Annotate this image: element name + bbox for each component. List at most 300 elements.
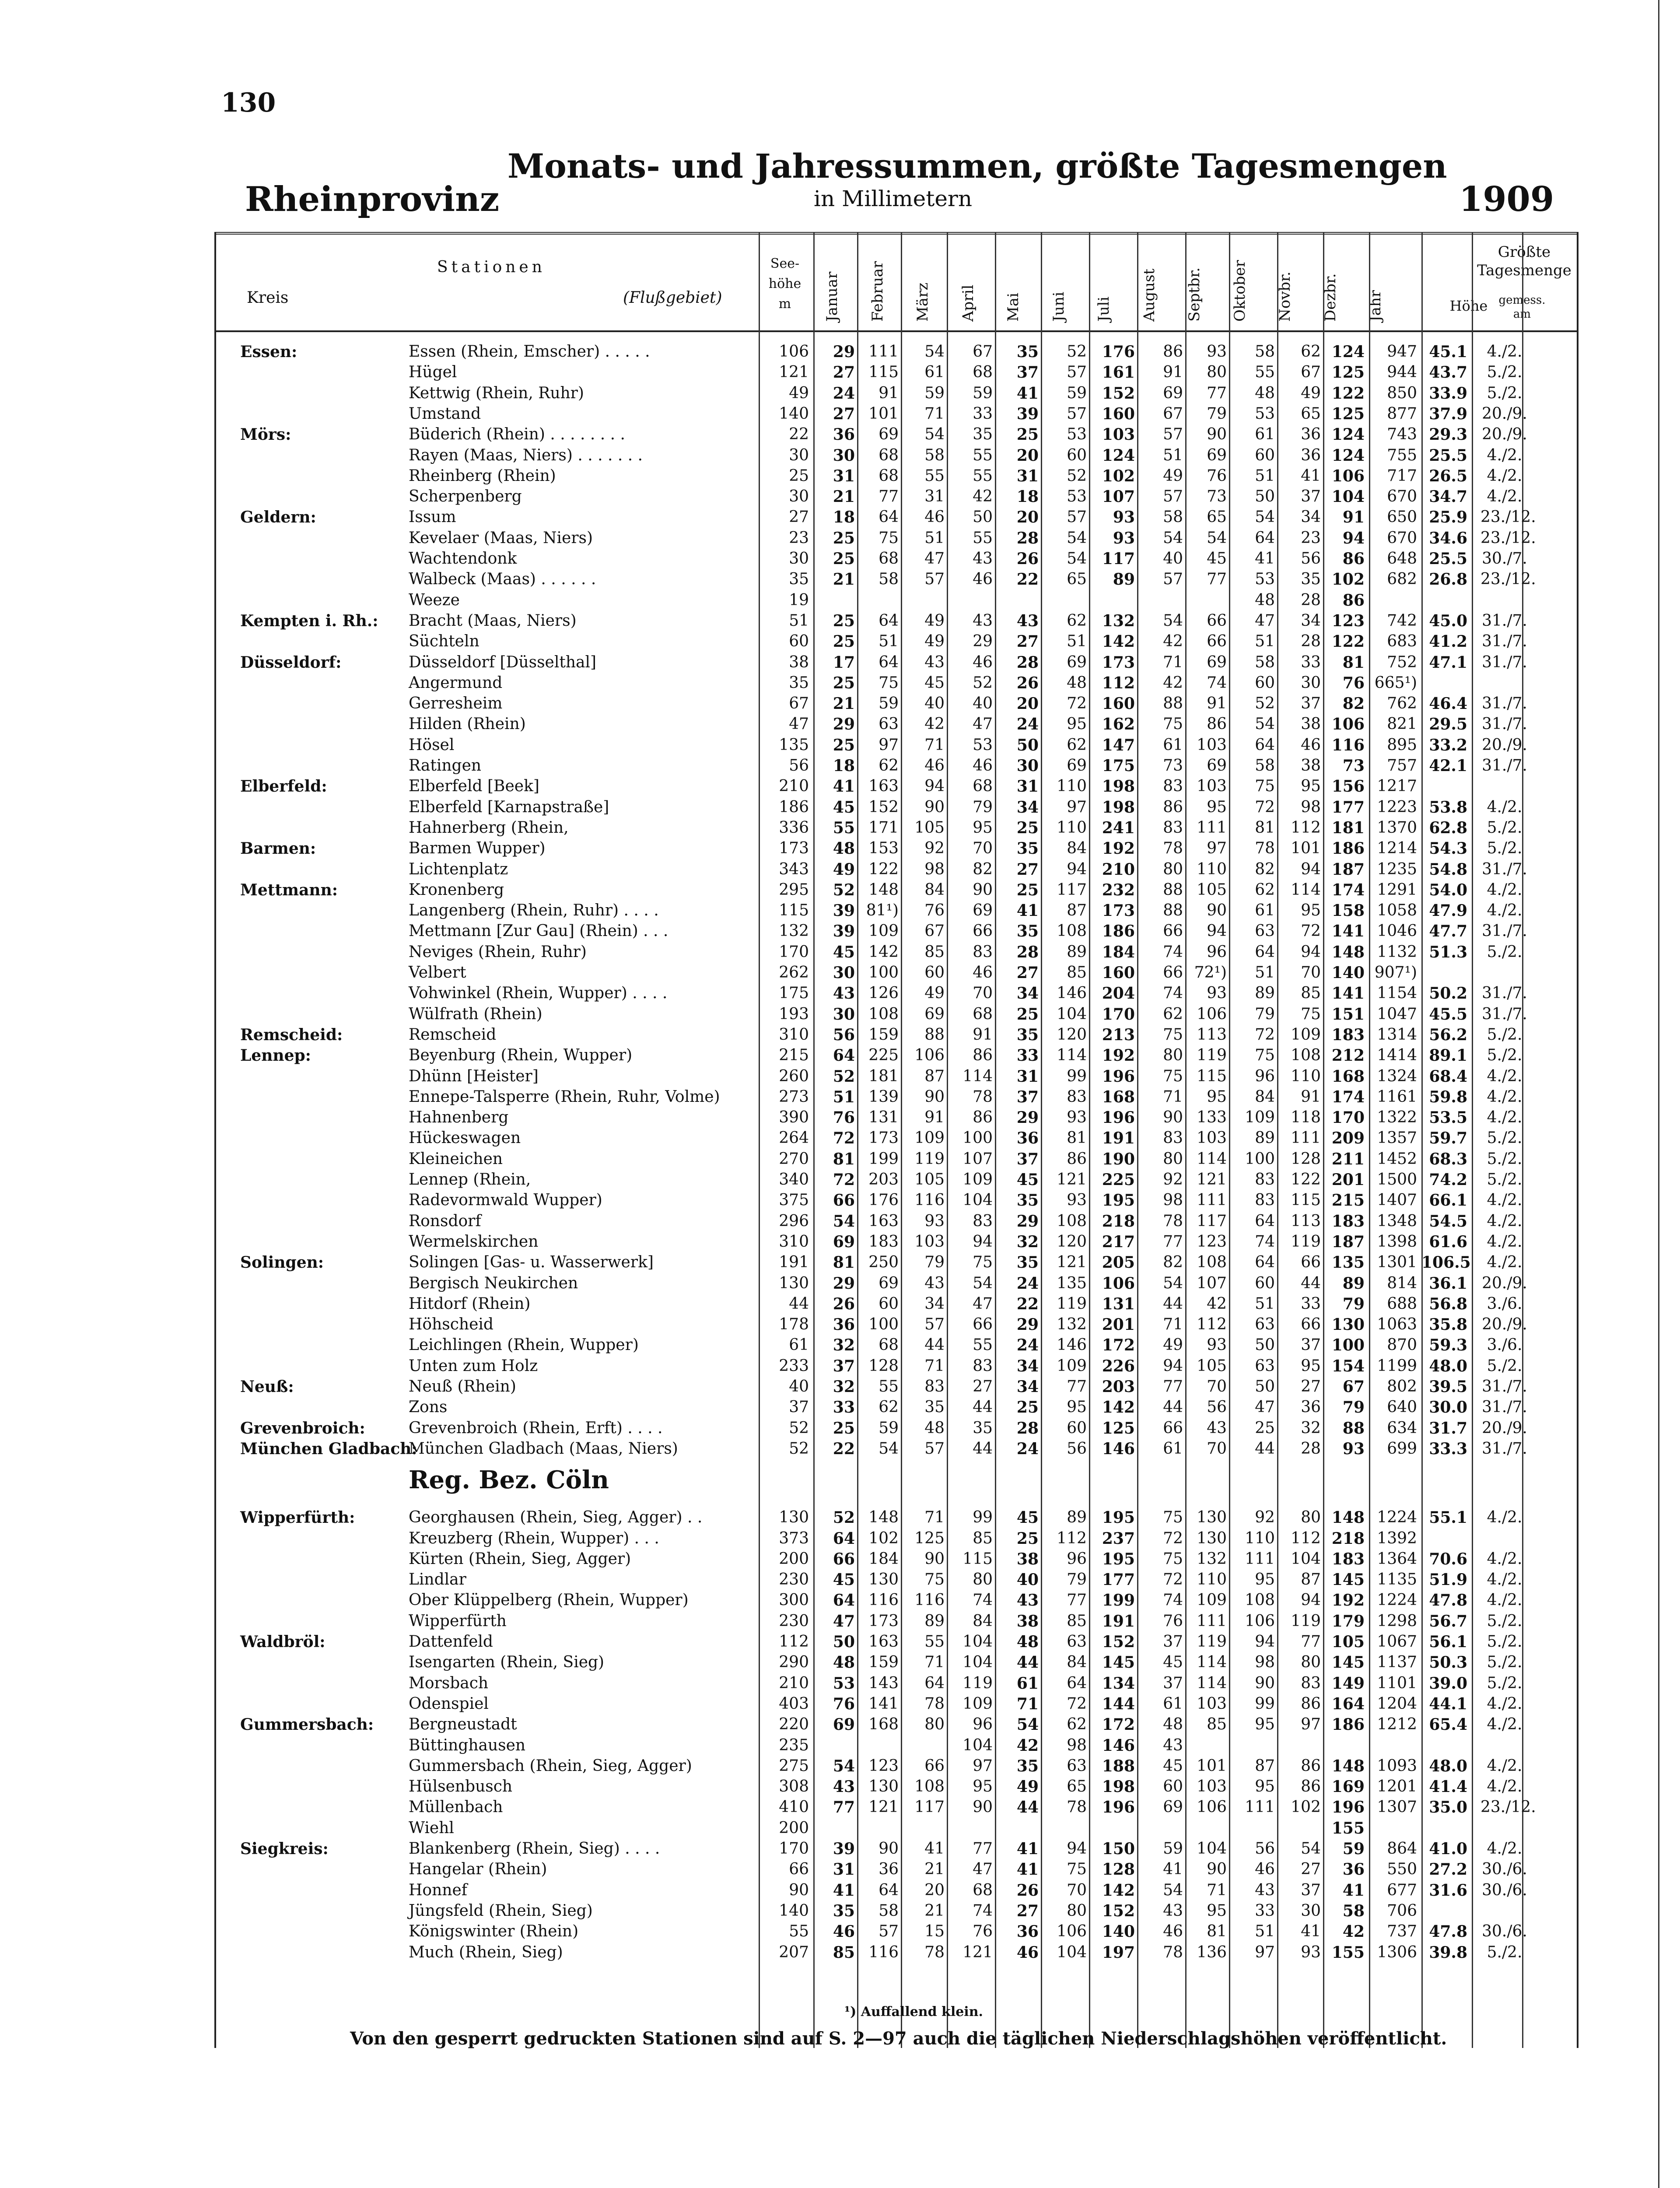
table-cell: 46 (1301, 736, 1321, 754)
table-cell: 27.2 (1429, 1860, 1467, 1879)
table-cell: 39.0 (1429, 1674, 1467, 1693)
table-cell: 60 (1255, 673, 1275, 692)
table-cell: 80 (973, 1571, 993, 1589)
table-cell: 181 (1331, 818, 1365, 837)
table-cell: 36 (1301, 446, 1321, 464)
table-cell: 947 (1387, 343, 1417, 361)
table-cell: 96 (1255, 1067, 1275, 1085)
table-cell: 33.9 (1429, 384, 1467, 403)
table-cell: 35 (973, 1419, 993, 1437)
table-cell: 47 (1255, 611, 1275, 630)
table-cell: 336 (779, 818, 809, 837)
table-cell: 122 (1331, 632, 1365, 651)
table-cell: 30 (1301, 673, 1321, 692)
table-cell: 30 (833, 964, 855, 982)
table-cell: 76 (973, 1922, 993, 1941)
table-cell: 57 (1067, 508, 1087, 526)
station-name: Ober Klüppelberg (Rhein, Wupper) (409, 1591, 689, 1609)
table-cell: 190 (1102, 1150, 1135, 1168)
table-row (216, 1314, 1577, 1335)
table-cell: 43.7 (1429, 363, 1467, 382)
table-cell: 175 (779, 984, 809, 1003)
table-cell: 1047 (1377, 1005, 1417, 1023)
table-cell: 82 (1342, 694, 1365, 713)
table-cell: 76 (1163, 1612, 1183, 1630)
table-row (216, 1797, 1577, 1818)
table-cell: 123 (1197, 1232, 1227, 1251)
footnote-2: Von den gesperrt gedruckten Stationen sind auf S. 2—97 auch die täglichen Niederschlagshöhen veröffentlicht. (350, 2028, 1447, 2049)
station-name: Blankenberg (Rhein, Sieg) . . . . (409, 1840, 660, 1858)
table-cell: 85 (1301, 984, 1321, 1003)
station-name: Weeze (409, 591, 460, 609)
table-cell: 35 (1016, 1757, 1039, 1775)
table-cell: 94 (1067, 860, 1087, 878)
table-cell: 44 (789, 1294, 809, 1313)
table-cell: 30.0 (1429, 1398, 1467, 1417)
table-cell: 5./2. (1487, 818, 1522, 837)
table-cell: 90 (973, 1798, 993, 1816)
table-cell: 81 (833, 1150, 855, 1168)
table-cell: 4./2. (1487, 1212, 1522, 1230)
table-cell: 88 (1163, 880, 1183, 899)
table-cell: 89 (1113, 570, 1135, 589)
kreis-label: Barmen: (240, 839, 316, 858)
table-row (216, 735, 1577, 756)
table-cell: 112 (779, 1633, 809, 1651)
table-cell: 61 (1016, 1674, 1039, 1693)
table-cell: 290 (779, 1653, 809, 1672)
table-cell: 80 (924, 1715, 945, 1734)
table-cell: 33.2 (1429, 736, 1467, 754)
table-cell: 43 (1016, 1591, 1039, 1610)
table-cell: 21 (924, 1901, 945, 1920)
table-cell: 100 (868, 964, 899, 982)
table-cell: 54 (924, 425, 945, 444)
table-cell: 90 (924, 1087, 945, 1106)
table-cell: 70 (1301, 964, 1321, 982)
table-cell: 60 (1067, 1419, 1087, 1437)
table-cell: 58 (1342, 1901, 1365, 1920)
station-name: Lennep (Rhein, (409, 1171, 531, 1189)
table-cell: 5./2. (1487, 1674, 1522, 1692)
station-name: Hülsenbusch (409, 1778, 513, 1796)
table-row (216, 1507, 1577, 1528)
table-cell: 124 (1331, 343, 1365, 361)
table-cell: 177 (1102, 1571, 1135, 1589)
table-cell: 43 (1163, 1736, 1183, 1754)
table-cell: 115 (1291, 1191, 1321, 1210)
table-cell: 44 (1016, 1653, 1039, 1672)
table-cell: 72 (833, 1129, 855, 1148)
table-cell: 69 (1067, 757, 1087, 775)
table-cell: 106 (1331, 466, 1365, 485)
table-cell: 634 (1387, 1419, 1417, 1437)
table-cell: 69 (1163, 384, 1183, 402)
table-cell: 1407 (1377, 1191, 1417, 1210)
table-cell: 75 (1255, 777, 1275, 796)
table-cell: 45 (1163, 1757, 1183, 1775)
table-cell: 55 (924, 1633, 945, 1651)
table-cell: 23 (789, 529, 809, 547)
table-cell: 54 (1163, 1274, 1183, 1292)
table-cell: 133 (1197, 1108, 1227, 1127)
table-cell: 123 (1331, 611, 1365, 630)
table-cell: 24 (1016, 715, 1039, 734)
table-cell: 29.3 (1429, 425, 1467, 444)
table-cell: 78 (973, 1087, 993, 1106)
table-cell: 88 (1163, 901, 1183, 920)
table-cell: 38 (1016, 1550, 1039, 1568)
table-cell: 54 (1301, 1840, 1321, 1858)
station-name: Angermund (409, 673, 503, 692)
table-cell: 82 (973, 860, 993, 878)
station-name: Beyenburg (Rhein, Wupper) (409, 1046, 633, 1065)
station-name: Honnef (409, 1881, 468, 1899)
table-cell: 31./7. (1482, 860, 1527, 878)
table-cell: 4./2. (1487, 1591, 1522, 1609)
table-cell: 116 (914, 1191, 945, 1210)
table-cell: 97 (1301, 1715, 1321, 1734)
table-cell: 100 (962, 1129, 993, 1147)
table-cell: 91 (1163, 363, 1183, 382)
table-cell: 4./2. (1487, 1694, 1522, 1713)
table-cell: 53.8 (1429, 798, 1467, 817)
table-cell: 188 (1102, 1757, 1135, 1775)
table-cell: 31.6 (1429, 1881, 1467, 1900)
header-month: Novbr. (1276, 271, 1294, 322)
table-cell: 124 (1331, 425, 1365, 444)
table-cell: 87 (924, 1067, 945, 1085)
table-cell: 72 (1301, 922, 1321, 940)
table-cell: 46 (973, 653, 993, 671)
table-cell: 103 (914, 1232, 945, 1251)
table-cell: 135 (1331, 1253, 1365, 1272)
table-cell: 44 (924, 1336, 945, 1354)
station-name: Hösel (409, 736, 455, 754)
table-cell: 117 (1102, 550, 1135, 568)
table-cell: 1132 (1377, 943, 1417, 961)
table-cell: 178 (779, 1315, 809, 1334)
table-cell: 5./2. (1487, 1653, 1522, 1672)
table-cell: 69 (924, 1005, 945, 1023)
table-cell: 132 (779, 922, 809, 940)
table-cell: 95 (973, 1778, 993, 1796)
table-cell: 68.3 (1429, 1150, 1467, 1168)
table-cell: 15 (924, 1922, 945, 1941)
table-cell: 199 (1102, 1591, 1135, 1610)
header-month: Januar (823, 271, 841, 322)
table-cell: 1199 (1377, 1357, 1417, 1375)
table-cell: 64 (833, 1591, 855, 1610)
table-cell: 4./2. (1487, 1191, 1522, 1210)
table-cell: 71 (924, 1357, 945, 1375)
table-cell: 27 (1301, 1378, 1321, 1396)
table-cell: 130 (1197, 1529, 1227, 1547)
table-cell: 159 (868, 1025, 899, 1044)
table-cell: 193 (779, 1005, 809, 1023)
table-cell: 72 (1163, 1571, 1183, 1589)
table-cell: 62 (1067, 1715, 1087, 1734)
table-cell: 34 (1016, 798, 1039, 817)
table-cell: 96 (973, 1715, 993, 1734)
table-cell: 54 (1067, 529, 1087, 547)
table-cell: 77 (1207, 570, 1227, 589)
table-cell: 99 (1067, 1067, 1087, 1085)
table-cell: 677 (1387, 1881, 1417, 1899)
table-cell: 143 (868, 1674, 899, 1692)
table-cell: 29 (833, 1274, 855, 1293)
station-name: Velbert (409, 964, 466, 982)
header-month: Dezbr. (1321, 273, 1339, 322)
table-cell: 186 (1102, 922, 1135, 941)
station-name: Georghausen (Rhein, Sieg, Agger) . . (409, 1508, 703, 1527)
table-cell: 29 (1016, 1108, 1039, 1127)
table-cell: 237 (1102, 1529, 1135, 1548)
table-cell: 93 (1342, 1439, 1365, 1458)
table-cell: 61 (1163, 1439, 1183, 1458)
table-cell: 86 (1301, 1757, 1321, 1775)
table-cell: 33 (1255, 1901, 1275, 1920)
table-cell: 122 (868, 860, 899, 878)
table-cell: 48 (1255, 591, 1275, 609)
table-cell: 72 (1255, 798, 1275, 816)
table-cell: 34.7 (1429, 487, 1467, 506)
table-cell: 103 (1102, 425, 1135, 444)
table-cell: 98 (1301, 798, 1321, 816)
table-cell: 78 (924, 1694, 945, 1713)
table-cell: 104 (1331, 487, 1365, 506)
table-cell: 42 (1207, 1294, 1227, 1313)
table-cell: 25 (1016, 1398, 1039, 1417)
table-cell: 89.1 (1429, 1046, 1467, 1065)
table-cell: 737 (1387, 1922, 1417, 1941)
table-row (216, 1776, 1577, 1797)
table-cell: 196 (1331, 1798, 1365, 1817)
station-name: Bergneustadt (409, 1715, 517, 1734)
table-cell: 68 (878, 446, 899, 464)
table-cell: 65 (1067, 570, 1087, 589)
table-cell: 192 (1102, 839, 1135, 858)
table-cell: 77 (1067, 1591, 1087, 1609)
table-cell: 71 (924, 404, 945, 423)
table-cell: 4./2. (1487, 1840, 1522, 1858)
table-cell: 47 (973, 1860, 993, 1879)
station-name: Dattenfeld (409, 1633, 493, 1651)
kreis-label: Essen: (240, 343, 298, 361)
table-cell: 89 (1255, 1129, 1275, 1147)
table-cell: 203 (1102, 1378, 1135, 1396)
table-cell: 895 (1387, 736, 1417, 754)
table-cell: 71 (1016, 1694, 1039, 1713)
table-cell: 71 (1207, 1881, 1227, 1899)
table-cell: 45.5 (1429, 1005, 1467, 1024)
table-cell: 104 (962, 1736, 993, 1754)
table-cell: 4./2. (1487, 1778, 1522, 1796)
table-cell: 108 (1291, 1046, 1321, 1065)
table-cell: 25.5 (1429, 446, 1467, 465)
table-cell: 36 (1342, 1860, 1365, 1879)
kreis-label: Elberfeld: (240, 777, 327, 796)
table-cell: 75 (1067, 1860, 1087, 1879)
table-cell: 226 (1102, 1357, 1135, 1375)
table-row (216, 1294, 1577, 1315)
table-cell: 30./6. (1482, 1860, 1527, 1879)
table-cell: 4./2. (1487, 1108, 1522, 1127)
table-cell: 59 (878, 1419, 899, 1437)
table-cell: 43 (1207, 1419, 1227, 1437)
table-cell: 93 (1067, 1108, 1087, 1127)
table-cell: 46 (1255, 1860, 1275, 1879)
table-cell: 60 (924, 964, 945, 982)
table-row (216, 486, 1577, 507)
table-cell: 112 (1197, 1315, 1227, 1334)
table-row (216, 797, 1577, 818)
table-cell: 49 (1163, 466, 1183, 485)
table-cell: 51 (833, 1087, 855, 1106)
table-cell: 35 (1016, 1025, 1039, 1044)
table-cell: 213 (1102, 1025, 1135, 1044)
table-cell: 56 (1301, 550, 1321, 568)
table-cell: 41.0 (1429, 1840, 1467, 1858)
table-cell: 53.5 (1429, 1108, 1467, 1127)
table-cell: 81¹) (866, 901, 899, 920)
table-cell: 38 (1301, 757, 1321, 775)
table-cell: 41 (833, 777, 855, 796)
table-cell: 140 (1331, 964, 1365, 982)
table-cell: 173 (1102, 901, 1135, 920)
table-cell: 83 (1067, 1087, 1087, 1106)
table-cell: 232 (1102, 880, 1135, 899)
table-cell: 79 (1067, 1571, 1087, 1589)
table-cell: 54 (1163, 1881, 1183, 1899)
table-cell: 101 (1197, 1757, 1227, 1775)
table-cell: 108 (868, 1005, 899, 1023)
table-cell: 310 (779, 1232, 809, 1251)
table-cell: 170 (1102, 1005, 1135, 1024)
table-row (216, 1335, 1577, 1356)
table-cell: 54 (833, 1757, 855, 1775)
table-cell: 20./9. (1482, 425, 1527, 444)
table-cell: 101 (1291, 839, 1321, 858)
station-name: Wermelskirchen (409, 1232, 539, 1251)
table-row (216, 1611, 1577, 1632)
table-cell: 42 (1163, 673, 1183, 692)
table-row (216, 403, 1577, 424)
station-name: Düsseldorf [Düsselthal] (409, 653, 597, 671)
table-cell: 60 (878, 1294, 899, 1313)
table-cell: 80 (1067, 1901, 1087, 1920)
kreis-label: Kempten i. Rh.: (240, 611, 378, 630)
table-cell: 209 (1331, 1129, 1365, 1148)
station-name: Morsbach (409, 1674, 489, 1692)
table-cell: 46 (924, 757, 945, 775)
table-cell: 89 (1067, 943, 1087, 961)
table-cell: 25 (1016, 425, 1039, 444)
station-name: Elberfeld [Karnapstraße] (409, 798, 609, 816)
table-cell: 31./7. (1482, 922, 1527, 940)
table-row (216, 921, 1577, 942)
table-cell: 148 (868, 880, 899, 899)
table-cell: 95 (1207, 798, 1227, 816)
table-cell: 90 (1207, 425, 1227, 444)
table-cell: 51 (1255, 632, 1275, 651)
table-cell: 66 (973, 922, 993, 940)
table-cell: 176 (868, 1191, 899, 1210)
table-cell: 49 (924, 984, 945, 1003)
table-cell: 51 (1255, 964, 1275, 982)
table-row (216, 1397, 1577, 1418)
table-cell: 54 (1207, 529, 1227, 547)
table-cell: 59 (1342, 1840, 1365, 1858)
table-cell: 688 (1387, 1294, 1417, 1313)
table-cell: 119 (1197, 1633, 1227, 1651)
table-cell: 37 (1016, 363, 1039, 382)
table-cell: 58 (878, 570, 899, 589)
table-cell: 52 (1255, 694, 1275, 713)
table-cell: 130 (779, 1508, 809, 1527)
table-cell: 48 (1255, 384, 1275, 402)
table-cell: 56 (1067, 1439, 1087, 1458)
table-cell: 33 (833, 1398, 855, 1417)
table-cell: 44 (1163, 1294, 1183, 1313)
table-cell: 64 (1255, 943, 1275, 961)
table-cell: 95 (1207, 1901, 1227, 1920)
table-cell: 62 (1067, 611, 1087, 630)
table-cell: 84 (1067, 1653, 1087, 1672)
table-cell: 69 (1207, 446, 1227, 464)
table-cell: 60 (1067, 446, 1087, 464)
header-month: Mai (1004, 293, 1022, 322)
table-cell: 310 (779, 1025, 809, 1044)
station-name: Langenberg (Rhein, Ruhr) . . . . (409, 901, 659, 920)
table-cell: 109 (1057, 1357, 1087, 1375)
table-cell: 130 (868, 1778, 899, 1796)
table-row (216, 445, 1577, 466)
table-cell: 53 (973, 736, 993, 754)
table-cell: 62 (1163, 1005, 1183, 1023)
table-cell: 4./2. (1487, 1550, 1522, 1568)
table-cell: 1314 (1377, 1025, 1417, 1044)
table-cell: 270 (779, 1150, 809, 1168)
table-cell: 762 (1387, 694, 1417, 713)
table-cell: 1364 (1377, 1550, 1417, 1568)
table-cell: 20./9. (1482, 1274, 1527, 1292)
table-cell: 86 (1342, 550, 1365, 568)
table-cell: 170 (779, 1840, 809, 1858)
table-cell: 300 (779, 1591, 809, 1609)
table-cell: 25 (833, 611, 855, 630)
table-cell: 665¹) (1374, 673, 1417, 692)
table-row (216, 942, 1577, 963)
table-cell: 155 (1331, 1819, 1365, 1837)
table-cell: 200 (779, 1550, 809, 1568)
table-cell: 27 (973, 1378, 993, 1396)
table-cell: 25 (1016, 1005, 1039, 1024)
table-cell: 30 (1301, 1901, 1321, 1920)
table-cell: 77 (878, 487, 899, 506)
table-cell: 5./2. (1487, 943, 1522, 961)
station-name: Much (Rhein, Sieg) (409, 1943, 563, 1961)
table-cell: 104 (962, 1653, 993, 1672)
table-cell: 40 (789, 1378, 809, 1396)
table-cell: 67 (1342, 1378, 1365, 1396)
table-cell: 195 (1102, 1508, 1135, 1527)
table-cell: 63 (1255, 922, 1275, 940)
table-cell: 145 (1331, 1571, 1365, 1589)
table-cell: 43 (924, 1274, 945, 1292)
table-cell: 86 (1163, 343, 1183, 361)
table-cell: 45 (1016, 1171, 1039, 1189)
